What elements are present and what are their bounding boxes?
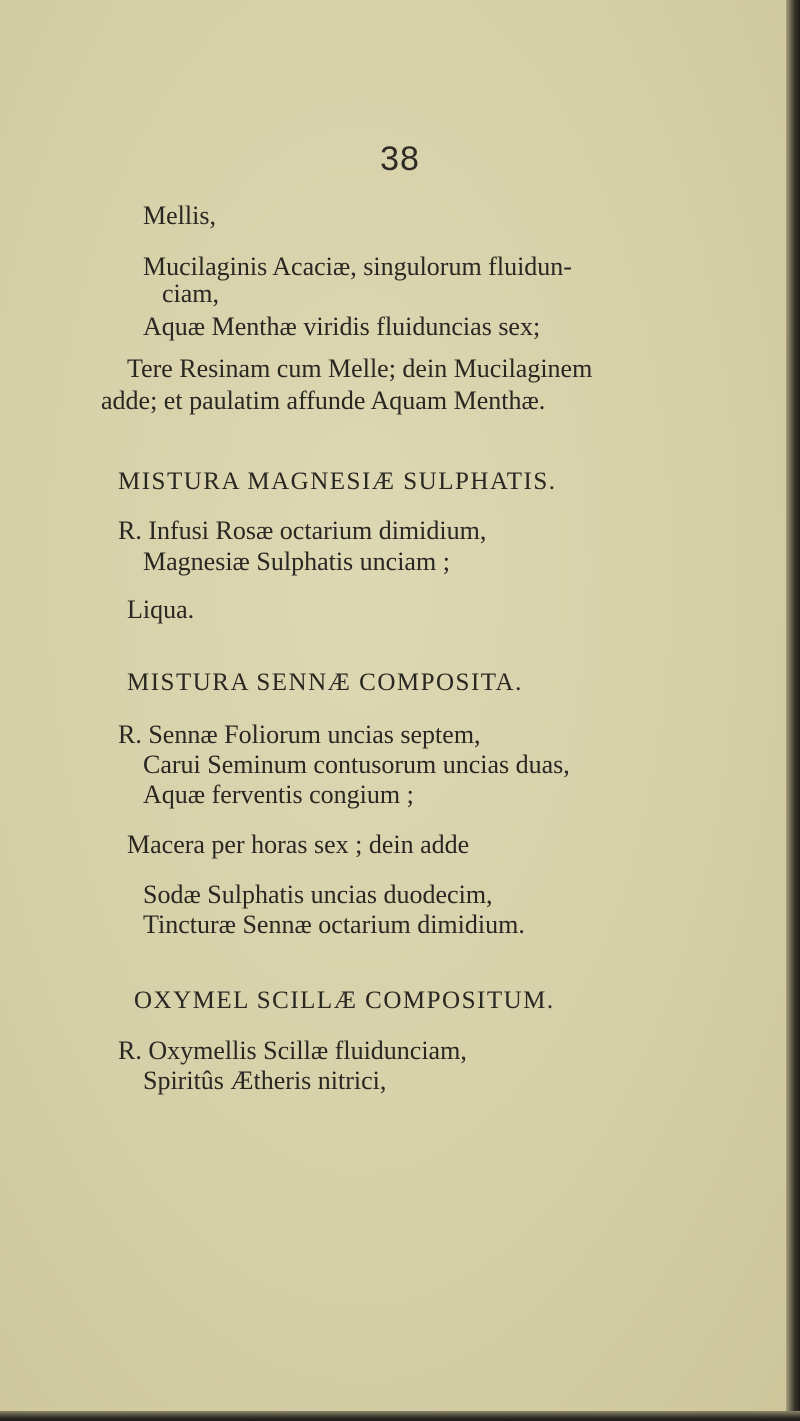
text-line: Sodæ Sulphatis uncias duodecim, (143, 880, 493, 909)
text-line: adde; et paulatim affunde Aquam Menthæ. (101, 386, 546, 415)
text-line: ciam, (162, 279, 220, 308)
text-line: Magnesiæ Sulphatis unciam ; (143, 547, 450, 576)
text-line: Aquæ ferventis congium ; (143, 780, 414, 809)
text-line: Aquæ Menthæ viridis fluiduncias sex; (143, 312, 541, 341)
text-line: R. Oxymellis Scillæ fluidunciam, (118, 1036, 467, 1065)
section-heading: MISTURA SENNÆ COMPOSITA. (127, 669, 523, 696)
text-line: Mellis, (143, 201, 216, 230)
text-line: R. Sennæ Foliorum uncias septem, (118, 720, 481, 749)
section-heading: OXYMEL SCILLÆ COMPOSITUM. (134, 987, 555, 1014)
text-line: R. Infusi Rosæ octarium dimidium, (118, 516, 487, 545)
page-number: 38 (380, 140, 420, 178)
text-line: Mucilaginis Acaciæ, singulorum fluidun- (143, 252, 572, 281)
page-bottom-edge (0, 1411, 800, 1421)
page-right-edge (786, 0, 800, 1421)
text-line: Liqua. (127, 595, 195, 624)
text-line: Tere Resinam cum Melle; dein Mucilaginem (127, 354, 593, 383)
text-line: Macera per horas sex ; dein adde (127, 830, 470, 859)
text-line: Tincturæ Sennæ octarium dimidium. (143, 910, 525, 939)
section-heading: MISTURA MAGNESIÆ SULPHATIS. (118, 468, 557, 495)
text-line: Carui Seminum contusorum uncias duas, (143, 750, 570, 779)
text-line: Spiritûs Ætheris nitrici, (143, 1066, 387, 1095)
